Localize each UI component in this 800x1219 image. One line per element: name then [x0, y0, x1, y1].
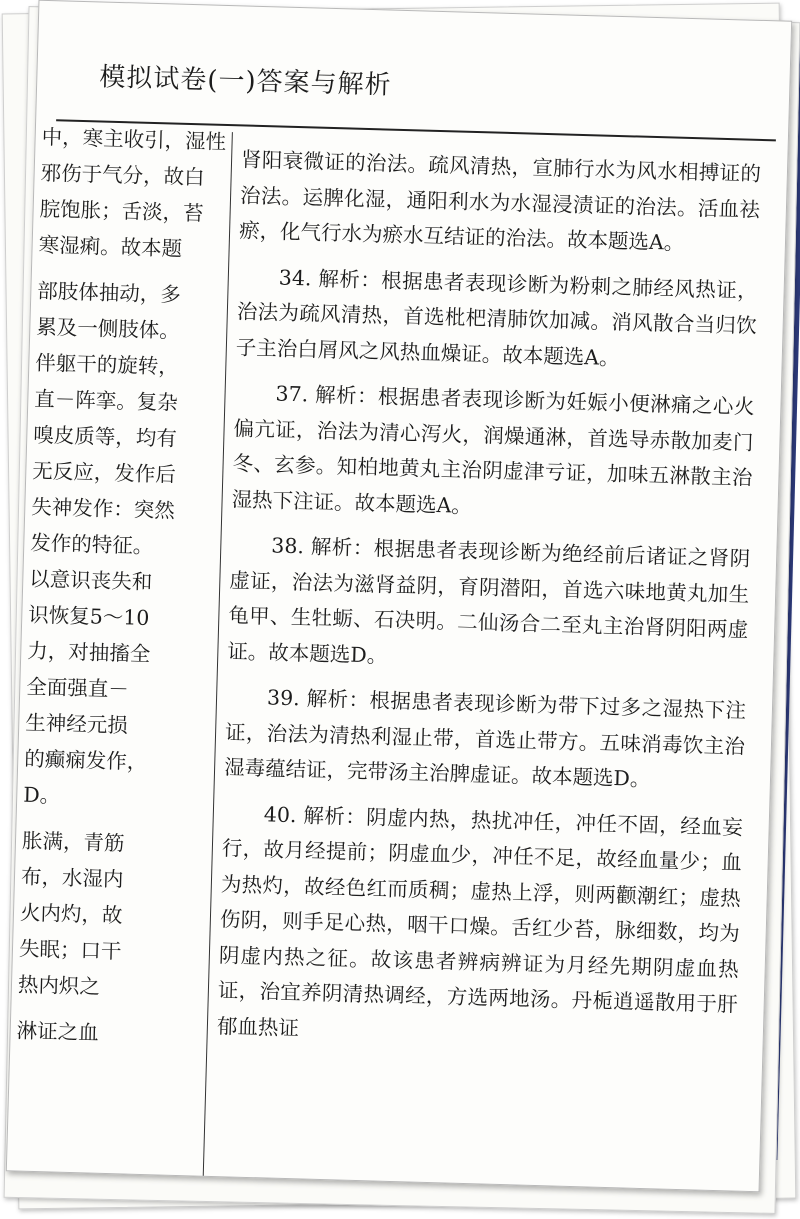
left-line: 失神发作：突然: [31, 494, 176, 523]
left-line: 无反应，发作后: [32, 458, 177, 487]
left-line: 以意识丧失和: [29, 566, 153, 595]
left-line: 寒湿痢。故本题: [38, 232, 183, 261]
answer-paragraph-34: 34. 解析：根据患者表现诊断为粉刺之肺经风热证，治法为疏风清热，首选枇杷清肺饮加减。消风散合当归饮子主治白屑风之风热血燥证。故本题选A。: [235, 265, 759, 370]
left-line: 的癫痫发作，: [23, 746, 148, 775]
answer-paragraph-37: 37. 解析：根据患者表现诊断为妊娠小便淋痛之心火偏亢证，治法为清心泻火，润燥通淋，首选导赤散加麦门冬、玄参。知柏地黄丸主治阴虚津亏证，加味五淋散主治湿热下注证。故本题选A。: [231, 381, 755, 518]
left-line: 嗅皮质等，均有: [33, 422, 178, 451]
left-line: D。: [22, 782, 61, 808]
left-line: 胀满，青筋: [21, 828, 125, 856]
left-column: [16, 119, 226, 1054]
left-line: 部肢体抽动，多: [37, 278, 182, 307]
left-line: 布，水湿内: [20, 864, 124, 892]
book-page: [6, 0, 792, 1192]
left-line: 淋证之血: [16, 1018, 100, 1045]
left-line: 力，对抽搐全: [26, 638, 151, 667]
answer-paragraph-38: 38. 解析：根据患者表现诊断为绝经前后诸证之肾阴虚证，治法为滋肾益阴，育阴潜阳，首选六味地黄丸加生龟甲、生牡蛎、石决明。二仙汤合二至丸主治肾阴阳两虚证。故本题选D。: [227, 533, 751, 668]
left-line: 邪伤于气分，故白: [40, 160, 205, 190]
left-line: 伴躯干的旋转，: [35, 350, 180, 379]
page-header-title: 模拟试卷(一)答案与解析: [98, 62, 392, 101]
answer-paragraph-40: 40. 解析：阴虚内热，热扰冲任，冲任不固，经血妄行，故月经提前；阴虚血少，冲任不足，故经血量少；血为热灼，故经色红而质稠；虚热上浮，则两颧潮红；虚热伤阴，则手足心热，咽干口燥。舌红少苔，脉细数，均为阴虚内热之征。故该患者辨病辨证为月经先期阴虚血热证，治宜养阴清热调经，方选两地汤。丹栀逍遥散用于肝郁血热证: [216, 801, 744, 1040]
answer-paragraph: 肾阳衰微证的治法。疏风清热，宣肺行水为风水相搏证的治法。运脾化湿，通阳利水为水湿浸渍证的治法。活血祛瘀，化气行水为瘀水互结证的治法。故本题选A。: [238, 147, 762, 255]
left-line: 发作的特征。: [30, 530, 154, 559]
left-line: 全面强直－: [25, 674, 130, 702]
left-line: 火内灼，故: [19, 900, 123, 928]
left-line: 中，寒主收引，湿性: [41, 124, 227, 154]
answer-paragraph-39: 39. 解析：根据患者表现诊断为带下过多之湿热下注证，治法为清热利湿止带，首选止带方。五味消毒饮主治湿毒蕴结证，完带汤主治脾虚证。故本题选D。: [223, 685, 747, 792]
left-line: 热内炽之: [17, 972, 101, 999]
left-line: 识恢复5～10: [27, 602, 150, 631]
left-line: 失眠；口干: [18, 936, 122, 964]
left-line: 脘饱胀；舌淡，苔: [39, 196, 204, 226]
right-column: [216, 142, 761, 1068]
left-line: 直－阵挛。复杂: [34, 386, 179, 415]
left-line: 生神经元损: [24, 710, 129, 738]
left-line: 累及一侧肢体。: [36, 314, 181, 343]
